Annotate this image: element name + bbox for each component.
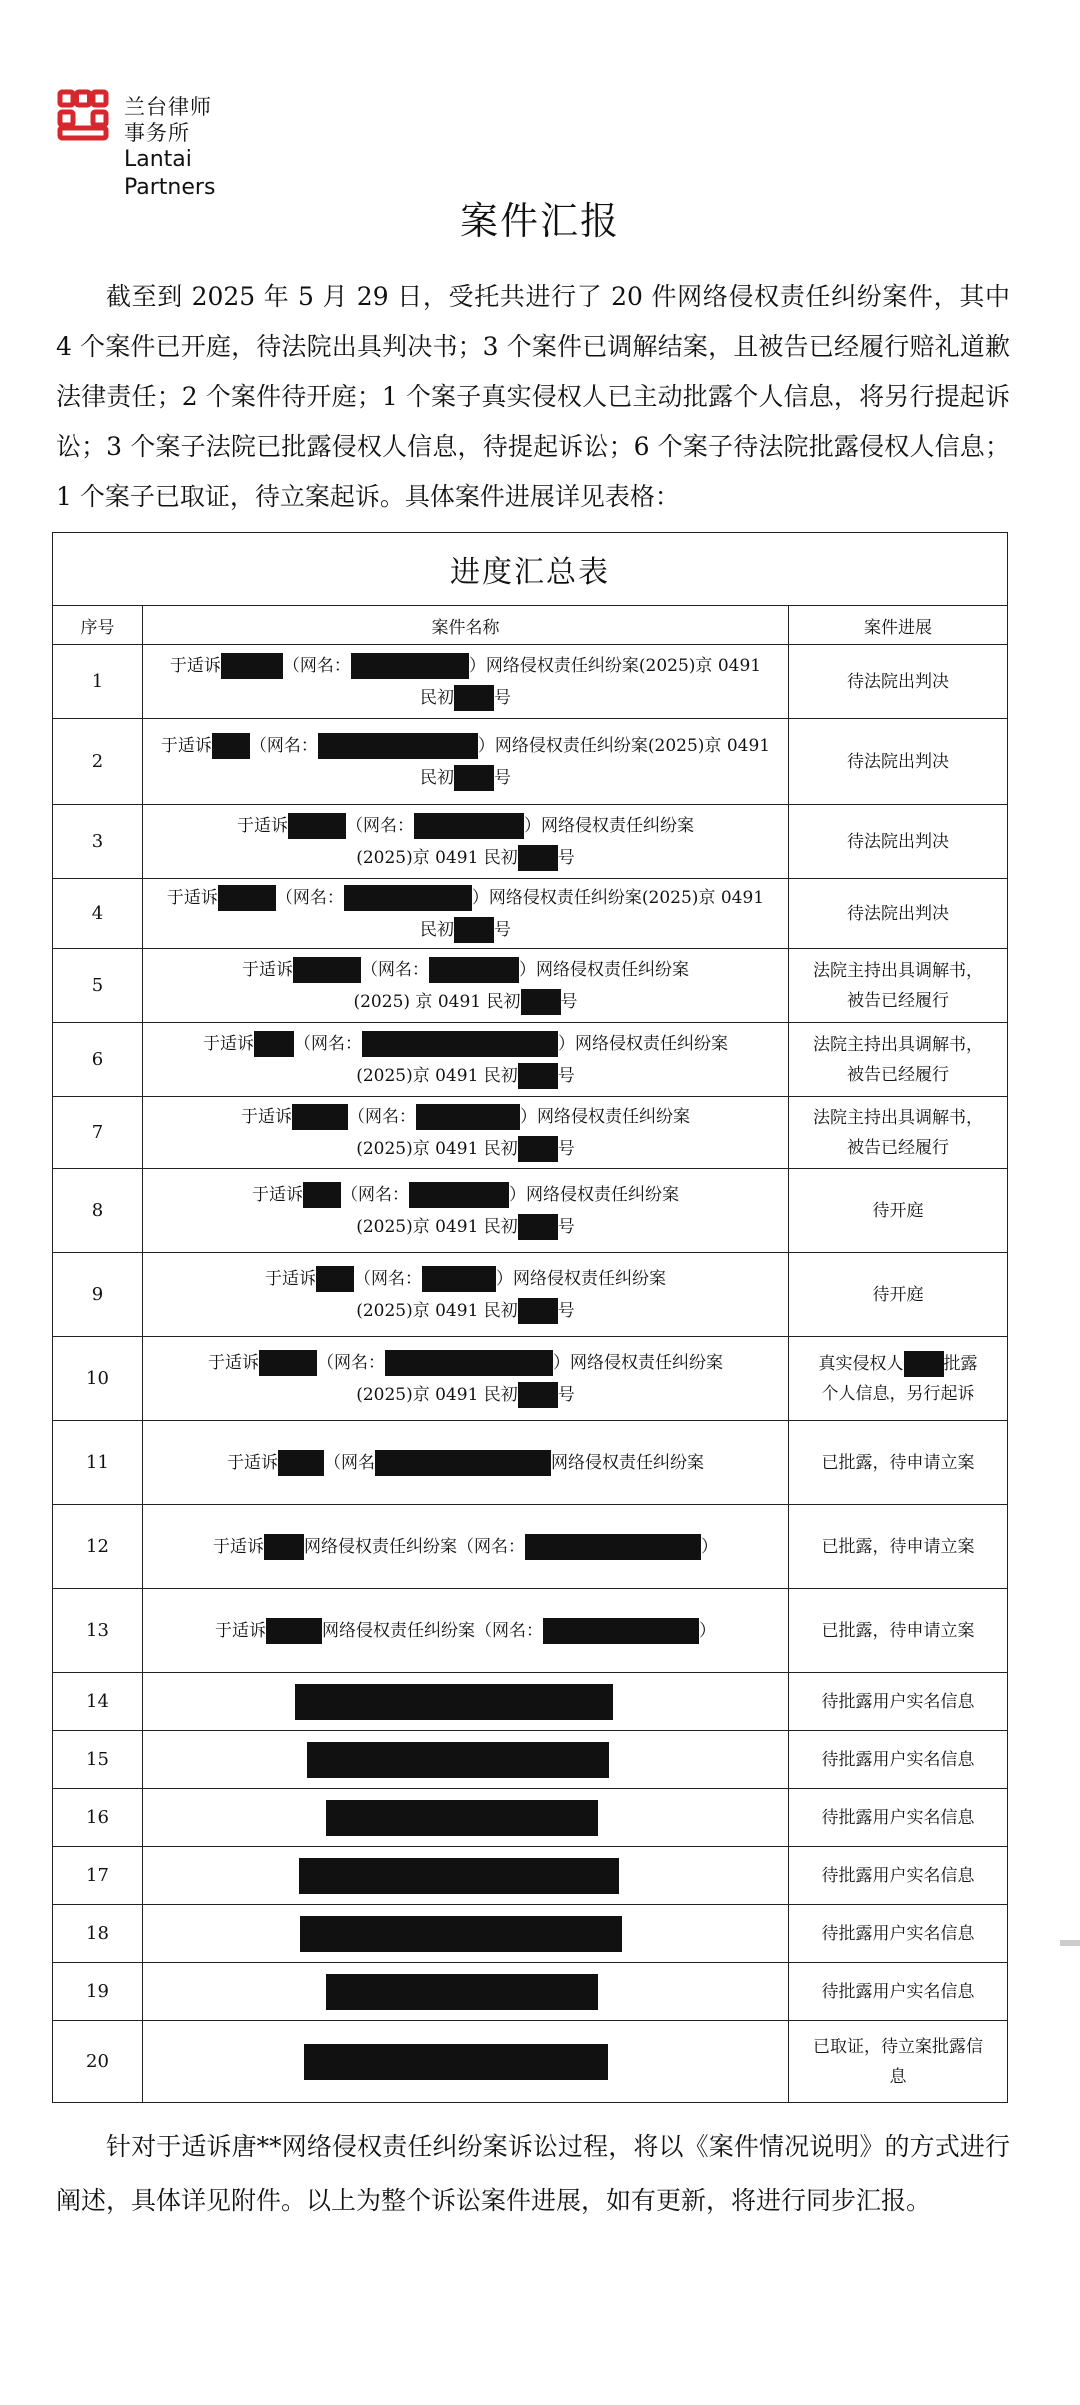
table-row [53,1505,1008,1589]
case-progress: 待法院出判决 [789,719,1008,805]
table-row [53,1847,1008,1905]
redaction [543,1618,699,1644]
case-number: 16 [53,1789,143,1847]
case-progress: 待法院出判决 [789,879,1008,949]
redaction [304,2044,608,2080]
case-number: 2 [53,719,143,805]
case-number: 8 [53,1169,143,1253]
case-name: 于适诉 （网名： ）网络侵权责任纠纷案 (2025)京 0491 民初 号 [143,1253,789,1337]
case-number: 14 [53,1673,143,1731]
case-number: 13 [53,1589,143,1673]
case-number: 11 [53,1421,143,1505]
redaction [254,1031,294,1057]
redaction [293,957,361,983]
case-name: 于适诉 （网名： ）网络侵权责任纠纷案(2025)京 0491 民初 号 [143,645,789,719]
case-name [143,1731,789,1789]
case-name: 于适诉 （网名： ）网络侵权责任纠纷案 (2025)京 0491 民初 号 [143,1169,789,1253]
case-progress: 法院主持出具调解书， 被告已经履行 [789,949,1008,1023]
case-number: 12 [53,1505,143,1589]
redaction [300,1916,622,1952]
case-progress: 待批露用户实名信息 [789,1963,1008,2021]
case-progress: 待法院出判决 [789,645,1008,719]
redaction [454,685,494,711]
scroll-indicator [1060,1940,1080,1946]
intro-paragraph: 截至到 2025 年 5 月 29 日，受托共进行了 20 件网络侵权责任纠纷案件，其中 4 个案件已开庭，待法院出具判决书；3 个案件已调解结案，且被告已经履行赔礼道歉法律责任；2 个案件待开庭；1 个案子真实侵权人已主动批露个人信息，将另行提起诉讼；3 个案子法院已批露侵权人信息，待提起诉讼；6 个案子待法院批露侵权人信息；1 个案子已取证，待立案起诉。具体案件进展详见表格： [56,282,1010,511]
redaction [299,1858,619,1894]
case-progress: 待批露用户实名信息 [789,1905,1008,1963]
table-row [53,1169,1008,1253]
case-name [143,1789,789,1847]
redaction [518,1298,558,1324]
redaction [518,1063,558,1089]
redaction [221,653,283,679]
redaction [521,989,561,1015]
redaction [351,653,469,679]
case-name [143,1673,789,1731]
case-progress: 待批露用户实名信息 [789,1789,1008,1847]
case-name: 于适诉 （网名： ）网络侵权责任纠纷案(2025)京 0491 民初 号 [143,879,789,949]
lantai-logo-mark-icon [56,88,110,142]
redaction [212,733,250,759]
case-progress: 待法院出判决 [789,805,1008,879]
column-header-case-name: 案件名称 [143,606,789,645]
redaction [295,1684,613,1720]
firm-name-en: Lantai Partners [124,147,216,200]
case-name [143,1847,789,1905]
case-number: 18 [53,1905,143,1963]
redaction [264,1534,304,1560]
redaction [318,733,478,759]
case-number: 4 [53,879,143,949]
redaction [288,813,346,839]
column-header-number: 序号 [53,606,143,645]
case-number: 3 [53,805,143,879]
table-row [53,2021,1008,2103]
case-number: 1 [53,645,143,719]
case-number: 17 [53,1847,143,1905]
case-progress: 真实侵权人 批露 个人信息，另行起诉 [789,1337,1008,1421]
redaction [416,1104,520,1130]
redaction [454,917,494,943]
case-progress: 已取证，待立案批露信 息 [789,2021,1008,2103]
redaction [375,1450,551,1476]
table-row [53,949,1008,1023]
case-progress: 待批露用户实名信息 [789,1673,1008,1731]
redaction [362,1031,558,1057]
redaction [307,1742,609,1778]
case-name: 于适诉 网络侵权责任纠纷案（网名： ） [143,1505,789,1589]
case-progress: 待批露用户实名信息 [789,1847,1008,1905]
redaction [904,1351,944,1377]
case-number: 15 [53,1731,143,1789]
case-name: 于适诉 （网名： ）网络侵权责任纠纷案 (2025)京 0491 民初 号 [143,805,789,879]
case-name: 于适诉 （网名： ）网络侵权责任纠纷案 (2025)京 0491 民初 号 [143,1337,789,1421]
case-name [143,1963,789,2021]
case-name [143,1905,789,1963]
redaction [518,1214,558,1240]
table-row [53,1905,1008,1963]
redaction [414,813,524,839]
case-number: 20 [53,2021,143,2103]
case-progress: 已批露，待申请立案 [789,1589,1008,1673]
redaction [518,1382,558,1408]
case-progress: 待开庭 [789,1253,1008,1337]
table-row [53,1789,1008,1847]
case-progress: 已批露，待申请立案 [789,1505,1008,1589]
case-name: 于适诉 （网名： ）网络侵权责任纠纷案 (2025)京 0491 民初 号 [143,1023,789,1097]
case-number: 10 [53,1337,143,1421]
redaction [518,1136,558,1162]
case-name: 于适诉 （网名： ）网络侵权责任纠纷案 (2025)京 0491 民初 号 [143,1097,789,1169]
redaction [429,957,519,983]
table-row [53,1097,1008,1169]
case-number: 6 [53,1023,143,1097]
redaction [292,1104,348,1130]
table-row [53,805,1008,879]
table-row [53,1421,1008,1505]
case-number: 5 [53,949,143,1023]
redaction [278,1450,324,1476]
redaction [316,1266,354,1292]
redaction [454,765,494,791]
case-progress: 待批露用户实名信息 [789,1731,1008,1789]
column-header-progress: 案件进展 [789,606,1008,645]
case-progress: 已批露，待申请立案 [789,1421,1008,1505]
table-row [53,719,1008,805]
redaction [259,1350,317,1376]
case-number: 7 [53,1097,143,1169]
case-progress: 待开庭 [789,1169,1008,1253]
redaction [303,1182,341,1208]
redaction [385,1350,553,1376]
table-row [53,1589,1008,1673]
table-row [53,1023,1008,1097]
case-name: 于适诉 网络侵权责任纠纷案（网名： ） [143,1589,789,1673]
table-row [53,1731,1008,1789]
table-row [53,1673,1008,1731]
case-progress: 法院主持出具调解书， 被告已经履行 [789,1023,1008,1097]
redaction [326,1800,598,1836]
redaction [266,1618,322,1644]
redaction [422,1266,496,1292]
table-row [53,1253,1008,1337]
closing-paragraph: 针对于适诉唐**网络侵权责任纠纷案诉讼过程，将以《案件情况说明》的方式进行阐述，具体详见附件。以上为整个诉讼案件进展，如有更新，将进行同步汇报。 [56,2132,1010,2215]
case-number: 9 [53,1253,143,1337]
redaction [326,1974,598,2010]
table-row [53,879,1008,949]
case-name: 于适诉 （网名： ）网络侵权责任纠纷案 (2025) 京 0491 民初 号 [143,949,789,1023]
case-name: 于适诉 （网名 网络侵权责任纠纷案 [143,1421,789,1505]
case-number: 19 [53,1963,143,2021]
case-name: 于适诉 （网名： ）网络侵权责任纠纷案(2025)京 0491 民初 号 [143,719,789,805]
firm-name-cn: 兰台律师事务所 [124,95,212,145]
report-title: 案件汇报 [459,199,620,243]
redaction [344,885,472,911]
case-name [143,2021,789,2103]
progress-summary-table [52,532,1008,2103]
table-caption: 进度汇总表 [53,533,1008,606]
table-row [53,1337,1008,1421]
redaction [218,885,276,911]
redaction [518,845,558,871]
redaction [409,1182,509,1208]
redaction [525,1534,701,1560]
case-progress: 法院主持出具调解书， 被告已经履行 [789,1097,1008,1169]
table-row [53,1963,1008,2021]
table-row [53,645,1008,719]
